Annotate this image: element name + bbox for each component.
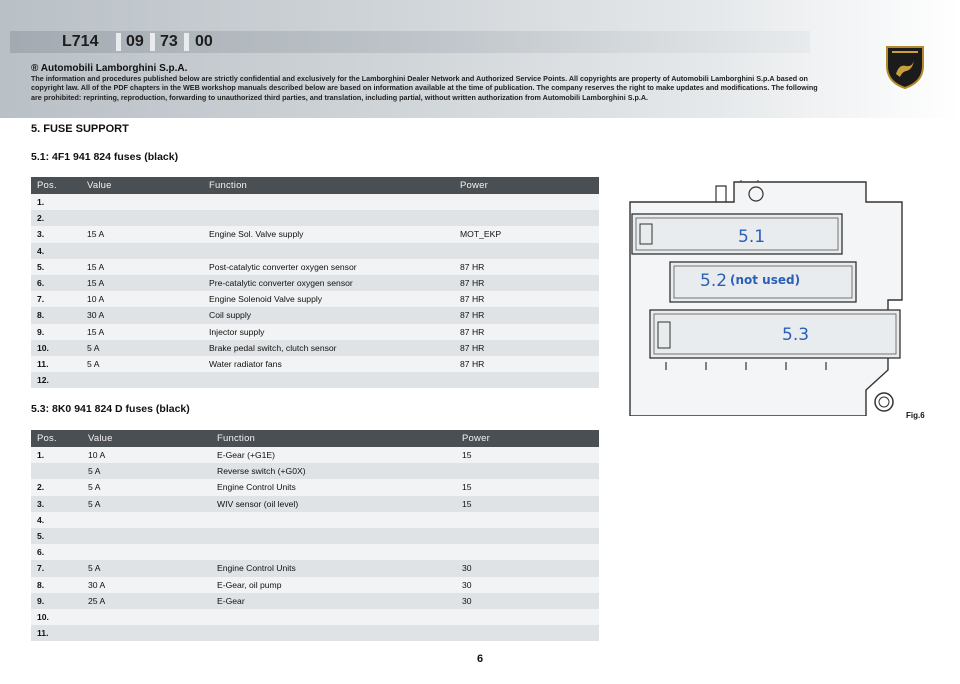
cell-function: Coil supply — [203, 307, 454, 323]
cell-value: 10 A — [81, 291, 203, 307]
table-row — [31, 356, 599, 372]
table-row — [31, 625, 599, 641]
figure-caption: Fig.6 — [906, 411, 925, 420]
table1-title: 5.1: 4F1 941 824 fuses (black) — [31, 151, 179, 163]
table-row — [31, 560, 599, 576]
cell-function — [211, 625, 456, 641]
cell-pos: 10. — [31, 340, 81, 356]
cell-pos: 2. — [31, 479, 82, 495]
cell-function — [211, 528, 456, 544]
cell-power — [456, 463, 599, 479]
doc-code-subgroup: 73 — [160, 33, 178, 50]
cell-power: 87 HR — [454, 324, 599, 340]
table-row — [31, 528, 599, 544]
cell-function: Injector supply — [203, 324, 454, 340]
fuse-support-diagram — [626, 180, 934, 416]
cell-power: 87 HR — [454, 259, 599, 275]
cell-function: Engine Control Units — [211, 560, 456, 576]
page-number: 6 — [477, 653, 484, 665]
table-row — [31, 243, 599, 259]
cell-value: 5 A — [82, 496, 211, 512]
cell-pos: 11. — [31, 625, 82, 641]
cell-pos: 12. — [31, 372, 81, 388]
cell-pos: 1. — [31, 447, 82, 463]
doc-code-group: 09 — [126, 33, 144, 50]
cell-value: 15 A — [81, 324, 203, 340]
copyright-notice: The information and procedures published below are strictly confidential and exclusively for the Lamborghini Dealer Network and Authorized Service Points. All copyrights are property of Automobili Lamborghini S.p.A based on copyright law. All of the PDF chapters in the WEB workshop manuals described below are based on information available at the time of publication. The company reserves the right to make updates and modifications. The following are prohibited: reprinting, reproduction, forwarding to unauthorized third parties, and translation, including partial, without written authorization from Automobili Lamborghini S.p.A. — [31, 74, 818, 102]
table-row — [31, 479, 599, 495]
cell-value — [82, 625, 211, 641]
cell-power: 15 — [456, 447, 599, 463]
cell-power: 87 HR — [454, 275, 599, 291]
cell-function — [203, 194, 454, 210]
doc-code-model: L714 — [62, 33, 99, 50]
cell-value: 5 A — [81, 340, 203, 356]
table-row — [31, 463, 599, 479]
table2-title: 5.3: 8K0 941 824 D fuses (black) — [31, 403, 190, 415]
cell-function: Brake pedal switch, clutch sensor — [203, 340, 454, 356]
cell-power — [454, 372, 599, 388]
code-separator — [150, 33, 155, 51]
cell-power: MOT_EKP — [454, 226, 599, 242]
cell-power: 87 HR — [454, 356, 599, 372]
table-row — [31, 259, 599, 275]
cell-pos: 8. — [31, 577, 82, 593]
cell-pos: 1. — [31, 194, 81, 210]
cell-value — [82, 609, 211, 625]
cell-power — [456, 528, 599, 544]
col-function-header: Function — [203, 177, 454, 194]
cell-power: 30 — [456, 577, 599, 593]
table-row — [31, 577, 599, 593]
table-row — [31, 210, 599, 226]
cell-power — [454, 194, 599, 210]
cell-value: 15 A — [81, 226, 203, 242]
cell-function — [203, 243, 454, 259]
cell-value — [82, 528, 211, 544]
table-row — [31, 447, 599, 463]
cell-function: Water radiator fans — [203, 356, 454, 372]
col-value-header: Value — [82, 430, 211, 447]
cell-power — [456, 544, 599, 560]
label-5-3: 5.3 — [782, 325, 810, 345]
cell-power — [456, 609, 599, 625]
cell-power — [456, 625, 599, 641]
cell-value — [82, 544, 211, 560]
table-row — [31, 275, 599, 291]
table-row — [31, 512, 599, 528]
cell-function: WIV sensor (oil level) — [211, 496, 456, 512]
cell-pos: 5. — [31, 528, 82, 544]
doc-code-section: 00 — [195, 33, 213, 50]
cell-power: 15 — [456, 479, 599, 495]
table-header-row — [31, 177, 599, 194]
cell-value: 25 A — [82, 593, 211, 609]
cell-value — [82, 512, 211, 528]
cell-value — [81, 372, 203, 388]
cell-function: Reverse switch (+G0X) — [211, 463, 456, 479]
cell-power: 30 — [456, 593, 599, 609]
cell-function: E-Gear — [211, 593, 456, 609]
cell-function — [211, 544, 456, 560]
col-pos-header: Pos. — [31, 177, 81, 194]
fuse-table-5-3 — [31, 430, 599, 641]
copyright-title: ® Automobili Lamborghini S.p.A. — [31, 63, 188, 74]
code-separator — [116, 33, 121, 51]
cell-value: 5 A — [81, 356, 203, 372]
cell-value: 15 A — [81, 275, 203, 291]
cell-value: 30 A — [81, 307, 203, 323]
col-value-header: Value — [81, 177, 203, 194]
cell-function — [211, 609, 456, 625]
cell-pos: 6. — [31, 275, 81, 291]
cell-pos: 2. — [31, 210, 81, 226]
cell-function: E-Gear (+G1E) — [211, 447, 456, 463]
cell-function: Post-catalytic converter oxygen sensor — [203, 259, 454, 275]
label-not-used: (not used) — [730, 273, 801, 287]
table-row — [31, 194, 599, 210]
cell-value: 5 A — [82, 463, 211, 479]
label-5-1: 5.1 — [738, 227, 766, 247]
col-power-header: Power — [456, 430, 599, 447]
cell-value: 15 A — [81, 259, 203, 275]
cell-pos: 4. — [31, 512, 82, 528]
section-title: 5. FUSE SUPPORT — [31, 123, 129, 135]
label-5-2: 5.2 — [700, 271, 728, 291]
cell-pos: 10. — [31, 609, 82, 625]
col-pos-header: Pos. — [31, 430, 82, 447]
cell-pos: 9. — [31, 324, 81, 340]
cell-value: 30 A — [82, 577, 211, 593]
table-row — [31, 226, 599, 242]
table-row — [31, 609, 599, 625]
cell-value — [81, 243, 203, 259]
cell-power: 15 — [456, 496, 599, 512]
cell-value: 5 A — [82, 479, 211, 495]
cell-power — [456, 512, 599, 528]
cell-power: 87 HR — [454, 307, 599, 323]
cell-value — [81, 210, 203, 226]
cell-power — [454, 243, 599, 259]
table-row — [31, 340, 599, 356]
cell-value — [81, 194, 203, 210]
cell-power: 87 HR — [454, 340, 599, 356]
table-row — [31, 372, 599, 388]
cell-pos: 8. — [31, 307, 81, 323]
table-row — [31, 544, 599, 560]
cell-pos — [31, 463, 82, 479]
cell-power: 30 — [456, 560, 599, 576]
cell-pos: 3. — [31, 226, 81, 242]
cell-value: 5 A — [82, 560, 211, 576]
cell-function: Engine Sol. Valve supply — [203, 226, 454, 242]
cell-function — [203, 372, 454, 388]
table-row — [31, 291, 599, 307]
col-power-header: Power — [454, 177, 599, 194]
col-function-header: Function — [211, 430, 456, 447]
code-separator — [184, 33, 189, 51]
cell-value: 10 A — [82, 447, 211, 463]
cell-pos: 4. — [31, 243, 81, 259]
cell-pos: 11. — [31, 356, 81, 372]
cell-pos: 7. — [31, 560, 82, 576]
cell-function — [211, 512, 456, 528]
cell-power: 87 HR — [454, 291, 599, 307]
cell-pos: 5. — [31, 259, 81, 275]
table-row — [31, 324, 599, 340]
cell-function: Pre-catalytic converter oxygen sensor — [203, 275, 454, 291]
cell-pos: 6. — [31, 544, 82, 560]
table-row — [31, 307, 599, 323]
cell-pos: 7. — [31, 291, 81, 307]
table-header-row — [31, 430, 599, 447]
cell-function: Engine Control Units — [211, 479, 456, 495]
cell-pos: 3. — [31, 496, 82, 512]
lamborghini-logo-icon — [884, 44, 926, 90]
cell-pos: 9. — [31, 593, 82, 609]
table-row — [31, 496, 599, 512]
table-row — [31, 593, 599, 609]
cell-function — [203, 210, 454, 226]
cell-function: Engine Solenoid Valve supply — [203, 291, 454, 307]
fuse-table-5-1 — [31, 177, 599, 388]
cell-function: E-Gear, oil pump — [211, 577, 456, 593]
cell-power — [454, 210, 599, 226]
